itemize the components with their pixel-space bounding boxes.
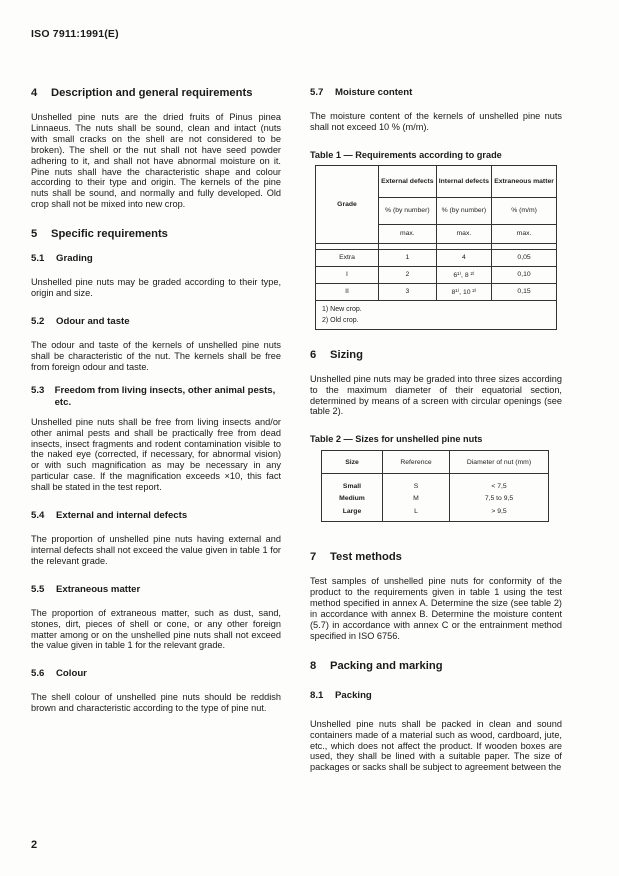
table-2-caption: Table 2 — Sizes for unshelled pine nuts <box>310 434 483 445</box>
t2-header-size: Size <box>322 451 383 474</box>
section-5-7-text: The moisture content of the kernels of unshelled pine nuts shall not exceed 10 % (m/m). <box>310 111 562 132</box>
table-row <box>316 249 557 266</box>
t2-header-reference: Reference <box>383 451 450 474</box>
t1-int-cell: 6¹⁾, 8 ²⁾ <box>436 266 491 283</box>
t1-header-extraneous: Extraneous matter <box>492 165 557 197</box>
t2-size-cell: Small Medium Large <box>322 474 383 522</box>
section-5-3-heading: 5.3 Freedom from living insects, other animal pests, etc. <box>31 384 276 408</box>
section-8-1-heading: 8.1 Packing <box>310 689 372 701</box>
section-5-3-text: Unshelled pine nuts shall be free from living insects and/or other animal pests and shall be practically free from dead insects, insect fragments and rodent contamination visible to the naked eye (corrected, if necessary, for abnormal vision) or with such magnification as may be necessary in any particular case. If the magnification exceeds ×10, this fact shall be stated in the test report. <box>31 416 281 493</box>
section-7-heading: 7 Test methods <box>310 551 402 564</box>
t1-unit-extraneous: % (m/m) <box>492 197 557 224</box>
t1-max-external: max. <box>379 224 437 243</box>
t1-int-cell: 4 <box>436 249 491 266</box>
t1-header-external: External defects <box>379 165 437 197</box>
t1-footnote-1: 1) New crop. <box>322 305 362 313</box>
table-1 <box>315 165 557 330</box>
table-row <box>316 266 557 283</box>
t1-ext-cell: 2 <box>379 266 437 283</box>
section-6-text: Unshelled pine nuts may be graded into three sizes according to the maximum diameter of their equatorial section, determined by means of a screen with circular openings (see table 2). <box>310 373 562 417</box>
section-4-heading: 4 Description and general requirements <box>31 87 253 99</box>
t1-ext-cell: 3 <box>379 283 437 300</box>
section-8-heading: 8 Packing and marking <box>310 659 443 672</box>
t1-grade-cell: I <box>316 266 379 283</box>
section-5-2-heading: 5.2 Odour and taste <box>31 315 130 327</box>
section-7-text: Test samples of unshelled pine nuts for conformity of the product to the requirements given in table 1 using the test method specified in annex A. Determine the size (see table 2) in accordance with annex B. Determine the moisture content (5.7) in accordance with annex C or the entrainment method specified in ISO 6756. <box>310 576 562 641</box>
t2-header-diameter: Diameter of nut (mm) <box>450 451 549 474</box>
document-header: ISO 7911:1991(E) <box>31 28 119 40</box>
t1-footnotes <box>316 300 557 329</box>
table-2 <box>321 450 549 522</box>
t1-unit-internal: % (by number) <box>436 197 491 224</box>
t1-ext-cell: 1 <box>379 249 437 266</box>
section-5-2-text: The odour and taste of the kernels of unshelled pine nuts shall be characteristic of the nut. The kernels shall be free from foreign odour and taste. <box>31 339 281 372</box>
section-5-7-heading: 5.7 Moisture content <box>310 87 413 98</box>
t1-header-internal: Internal defects <box>436 165 491 197</box>
t1-int-cell: 8¹⁾, 10 ²⁾ <box>436 283 491 300</box>
t1-footnote-2: 2) Old crop. <box>322 316 359 324</box>
section-5-6-heading: 5.6 Colour <box>31 668 87 680</box>
t1-grade-cell: II <box>316 283 379 300</box>
section-5-6-text: The shell colour of unshelled pine nuts should be reddish brown and characteristic according to the type of pine nut. <box>31 692 281 714</box>
section-5-4-heading: 5.4 External and internal defects <box>31 510 188 522</box>
page-number: 2 <box>31 839 38 851</box>
t1-max-internal: max. <box>436 224 491 243</box>
t1-extr-cell: 0,15 <box>492 283 557 300</box>
section-5-5-heading: 5.5 Extraneous matter <box>31 583 141 595</box>
t1-header-grade: Grade <box>316 165 379 243</box>
t1-max-extraneous: max. <box>492 224 557 243</box>
table-1-caption: Table 1 — Requirements according to grade <box>310 149 502 160</box>
t1-unit-external: % (by number) <box>379 197 437 224</box>
t2-reference-cell: S M L <box>383 474 450 522</box>
t1-grade-cell: Extra <box>316 249 379 266</box>
section-5-1-text: Unshelled pine nuts may be graded according to their type, origin and size. <box>31 277 281 299</box>
section-5-4-text: The proportion of unshelled pine nuts having external and internal defects shall not exceed the value given in table 1 for the relevant grade. <box>31 534 281 566</box>
section-5-heading: 5 Specific requirements <box>31 228 168 241</box>
t2-diameter-cell: < 7,5 7,5 to 9,5 > 9,5 <box>450 474 549 522</box>
section-6-heading: 6 Sizing <box>310 348 363 361</box>
table-row <box>316 283 557 300</box>
section-5-5-text: The proportion of extraneous matter, such as dust, sand, stones, dirt, pieces of shell or cone, or any other foreign matter among or on the unshelled pine nuts shall not exceed the value given in table 1 for the relevant grade. <box>31 607 281 651</box>
section-5-1-heading: 5.1 Grading <box>31 253 93 265</box>
section-4-text: Unshelled pine nuts are the dried fruits of Pinus pinea Linnaeus. The nuts shall be sound, clean and intact (nuts with small cracks on the shell are not considered to be broken). The shell or the nut shall not have seed powder adhering to it, and shall not have abnormal moisture on it. Pine nuts shall have the characteristic shape and colour according to their type and origin. The kernels of the pine nuts shall be sound, and normally and fully developed. Old crop shall not be mixed into new crop. <box>31 112 281 210</box>
t1-extr-cell: 0,05 <box>492 249 557 266</box>
left-column <box>31 86 281 714</box>
right-column <box>310 86 562 773</box>
t1-extr-cell: 0,10 <box>492 266 557 283</box>
section-8-1-text: Unshelled pine nuts shall be packed in clean and sound containers made of a material such as wood, cardboard, jute, etc., which does not affect the product. If wooden boxes are used, they shall be lined with a suitable paper. The size of packages or sacks shall be subject to agreement between the <box>310 718 562 773</box>
